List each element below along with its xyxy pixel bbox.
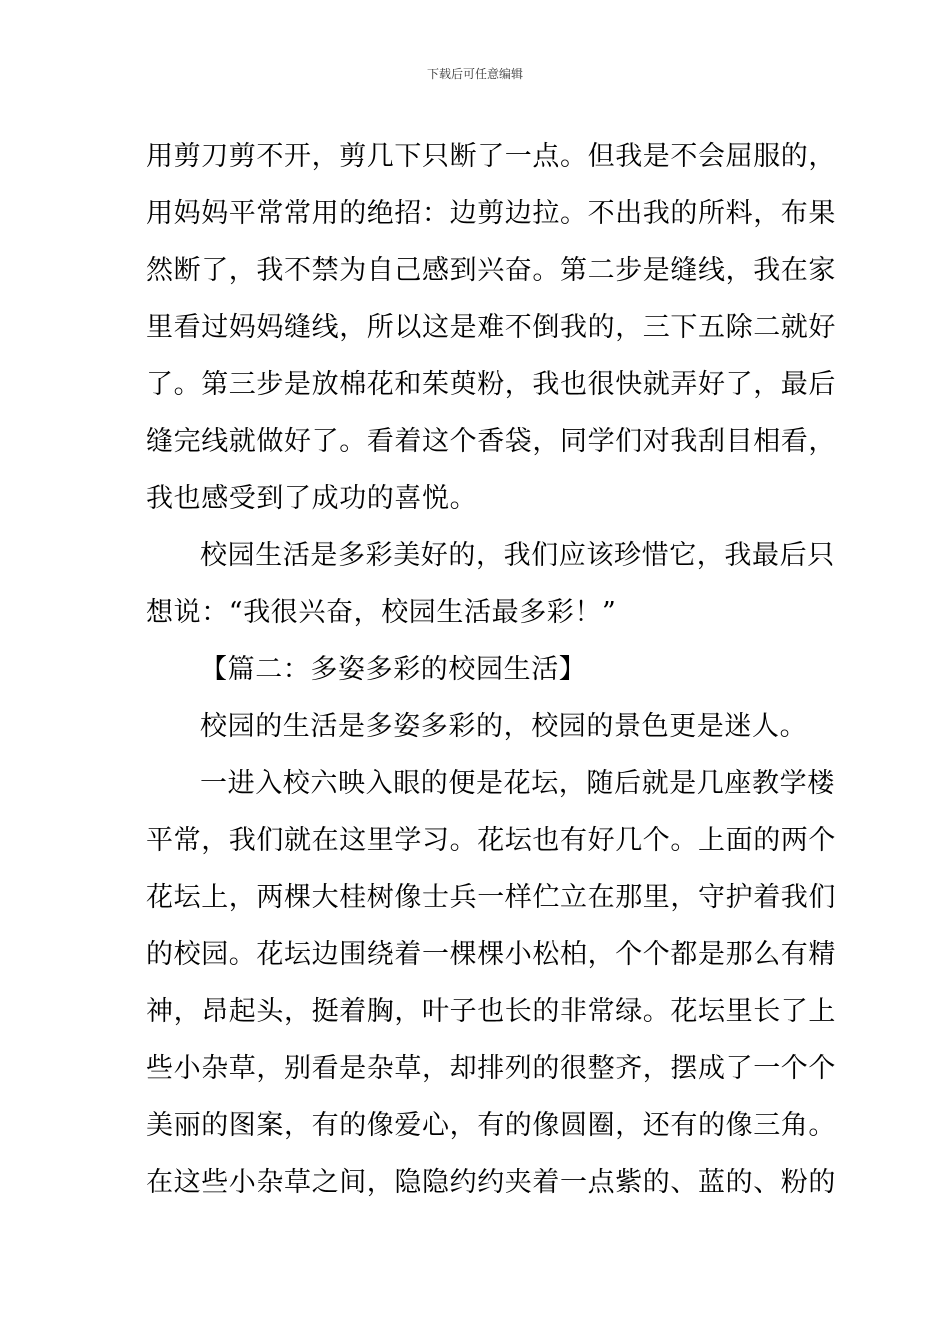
text-line: 一进入校六映入眼的便是花坛，随后就是几座教学楼 [200,768,835,799]
text-line: 用妈妈平常常用的绝招：边剪边拉。不出我的所料，布果 [146,198,836,229]
text-line: 美丽的图案，有的像爱心，有的像圆圈，还有的像三角。 [146,1110,836,1141]
text-line: 校园的生活是多姿多彩的，校园的景色更是迷人。 [200,711,808,742]
document-body [146,128,836,1211]
text-line: 【篇二：多姿多彩的校园生活】 [200,654,587,685]
text-line: 花坛上，两棵大桂树像士兵一样伫立在那里，守护着我们 [146,882,836,913]
text-line: 神，昂起头，挺着胸，叶子也长的非常绿。花坛里长了上 [146,996,836,1027]
text-line: 平常，我们就在这里学习。花坛也有好几个。上面的两个 [146,825,836,856]
text-line: 想说：“我很兴奋，校园生活最多彩！” [146,597,617,628]
paragraph [146,755,836,1211]
paragraph [146,527,835,641]
text-line: 些小杂草，别看是杂草，却排列的很整齐，摆成了一个个 [146,1053,836,1084]
paragraph [146,698,808,755]
text-line: 用剪刀剪不开，剪几下只断了一点。但我是不会屈服的， [146,141,836,172]
text-line: 里看过妈妈缝线，所以这是难不倒我的，三下五除二就好 [146,312,836,343]
section-title [146,641,808,698]
text-line: 在这些小杂草之间，隐隐约约夹着一点紫的、蓝的、粉的 [146,1167,836,1198]
page-header: 下载后可任意编辑 [426,67,523,81]
text-line: 我也感受到了成功的喜悦。 [146,483,478,514]
paragraph [146,128,836,527]
text-line: 的校园。花坛边围绕着一棵棵小松柏，个个都是那么有精 [146,939,836,970]
text-line: 校园生活是多彩美好的，我们应该珍惜它，我最后只 [200,540,835,571]
text-line: 缝完线就做好了。看着这个香袋，同学们对我刮目相看， [146,426,836,457]
text-line: 了。第三步是放棉花和茱萸粉，我也很快就弄好了，最后 [146,369,836,400]
text-line: 然断了，我不禁为自己感到兴奋。第二步是缝线，我在家 [146,255,836,286]
